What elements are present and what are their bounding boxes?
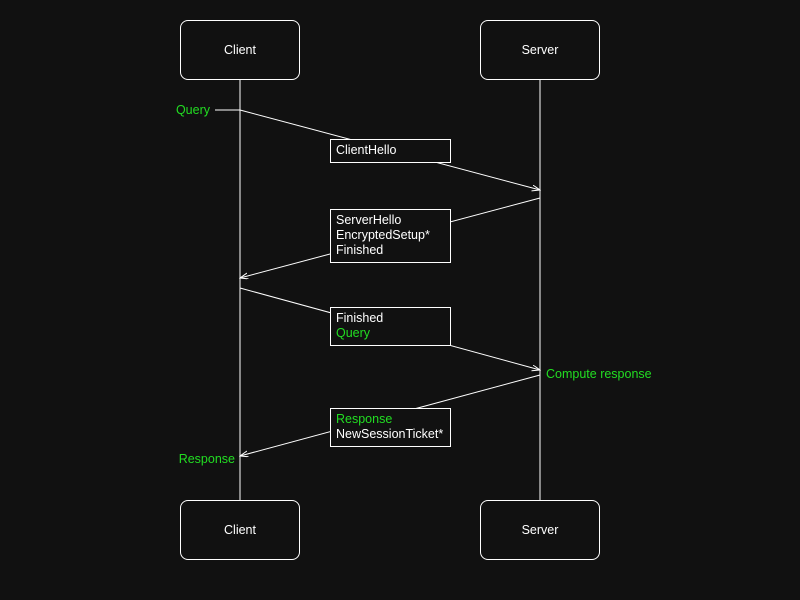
message-line: ServerHello (336, 213, 402, 227)
actor-server-bottom (480, 500, 600, 560)
actor-client-top-label: Client (224, 43, 256, 57)
actor-client-bottom (180, 500, 300, 560)
message-line: Response (336, 412, 393, 426)
message-line: Finished (336, 311, 384, 325)
actor-server-top (480, 20, 600, 80)
message-box-server-hello (330, 209, 451, 263)
message-line: EncryptedSetup* (336, 228, 430, 242)
actor-server-top-label: Server (521, 43, 559, 57)
actor-client-bottom-label: Client (224, 523, 256, 537)
actor-client-top (180, 20, 300, 80)
message-box-finished-query (330, 307, 451, 346)
message-line: Query (336, 326, 371, 340)
message-line: NewSessionTicket* (336, 427, 444, 441)
annotation-query-in: Query (175, 103, 210, 117)
message-line: ClientHello (336, 143, 397, 157)
message-line: Finished (336, 243, 384, 257)
message-box-client-hello (330, 139, 451, 163)
actor-server-bottom-label: Server (521, 523, 559, 537)
message-box-response-ticket (330, 408, 451, 447)
annotation-response-out: Response (178, 452, 235, 466)
annotation-compute-response: Compute response (546, 367, 652, 381)
